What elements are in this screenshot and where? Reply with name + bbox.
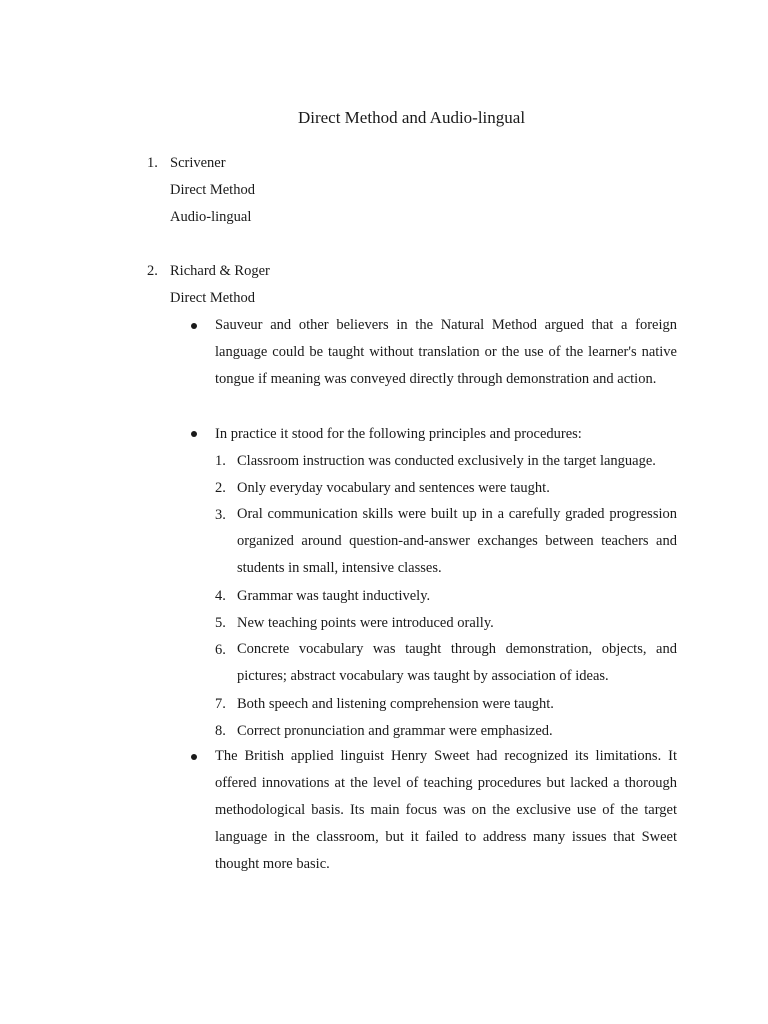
- list-item: New teaching points were introduced orally.: [237, 615, 494, 631]
- document-title: Direct Method and Audio-lingual: [297, 108, 526, 127]
- section-heading-scrivener: Scrivener: [170, 155, 226, 171]
- section-subheading: Direct Method: [170, 290, 255, 306]
- section-heading-richard-roger: Richard & Roger: [170, 263, 270, 279]
- list-item: Grammar was taught inductively.: [237, 588, 431, 604]
- bullet-paragraph: Sauveur and other believers in the Natural Method argued that a foreign language could be taught without translation or the use of the learner's native tongue if meaning was conveyed directly through demonstration and action.: [215, 317, 677, 387]
- list-item: Concrete vocabulary was taught through demonstration, objects, and pictures; abstract vocabulary was taught by association of ideas.: [237, 641, 677, 684]
- section-number: 1.: [147, 155, 158, 171]
- list-number: 4.: [215, 588, 226, 604]
- section-item: Direct Method: [170, 182, 255, 198]
- list-number: 1.: [215, 453, 226, 469]
- list-number: 6.: [215, 642, 226, 658]
- list-item: Both speech and listening comprehension were taught.: [237, 696, 554, 712]
- list-number: 7.: [215, 696, 226, 712]
- list-item: Only everyday vocabulary and sentences were taught.: [237, 480, 550, 496]
- list-item: Correct pronunciation and grammar were emphasized.: [237, 723, 553, 739]
- bullet-icon: [191, 431, 197, 437]
- bullet-icon: [191, 754, 197, 760]
- list-number: 5.: [215, 615, 226, 631]
- bullet-icon: [191, 323, 197, 329]
- bullet-paragraph: The British applied linguist Henry Sweet had recognized its limitations. It offered innovations at the level of teaching procedures but lacked a thorough methodological basis. Its main focus was on the exclusive use of the target language in the classroom, but it failed to address many issues that Sweet thought more basic.: [215, 748, 677, 872]
- section-item: Audio-lingual: [170, 209, 252, 225]
- list-item: Oral communication skills were built up in a carefully graded progression organized around question-and-answer exchanges between teachers and students in small, intensive classes.: [237, 506, 677, 576]
- bullet-paragraph: In practice it stood for the following principles and procedures:: [215, 426, 582, 442]
- list-number: 8.: [215, 723, 226, 739]
- section-number: 2.: [147, 263, 158, 279]
- list-item: Classroom instruction was conducted exclusively in the target language.: [237, 453, 656, 469]
- list-number: 2.: [215, 480, 226, 496]
- list-number: 3.: [215, 507, 226, 523]
